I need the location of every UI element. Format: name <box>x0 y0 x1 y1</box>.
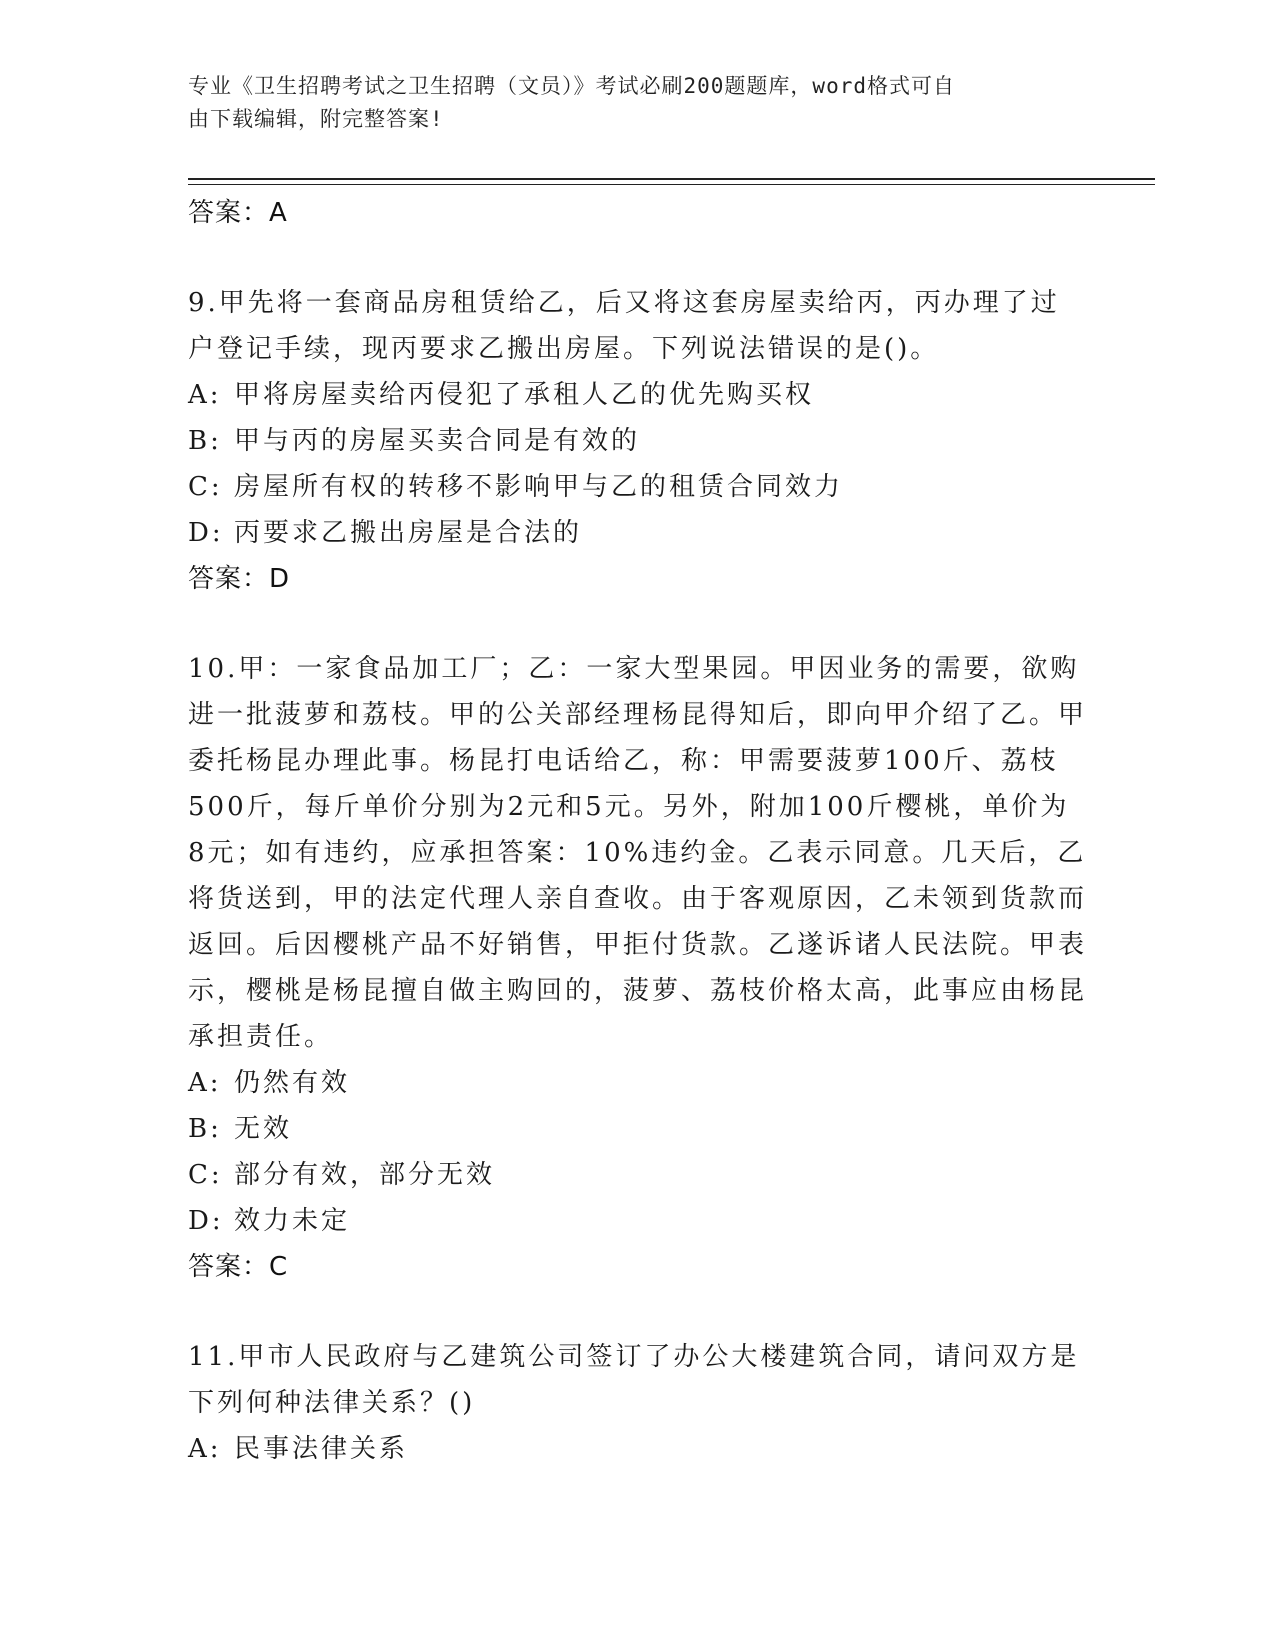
option-letter: B: <box>188 426 222 456</box>
option-text: 民事法律关系 <box>234 1434 409 1464</box>
option-letter: D: <box>188 1206 224 1236</box>
header-line-1: 专业《卫生招聘考试之卫生招聘（文员）》考试必刷200题题库，word格式可自 <box>188 74 955 98</box>
option-b <box>188 1106 1088 1152</box>
option-text: 甲将房屋卖给丙侵犯了承租人乙的优先购买权 <box>234 380 815 410</box>
document-body <box>188 190 1088 1472</box>
option-text: 房屋所有权的转移不影响甲与乙的租赁合同效力 <box>234 472 844 502</box>
question-stem: 9.甲先将一套商品房租赁给乙，后又将这套房屋卖给丙，丙办理了过户登记手续，现丙要求乙搬出房屋。下列说法错误的是()。 <box>188 288 1060 364</box>
question-9 <box>188 280 1088 602</box>
header-divider-thin <box>188 184 1155 185</box>
option-letter: A: <box>188 380 222 410</box>
document-header <box>188 70 1088 136</box>
option-letter: A: <box>188 1434 222 1464</box>
option-letter: B: <box>188 1114 222 1144</box>
option-d <box>188 510 1088 556</box>
option-text: 丙要求乙搬出房屋是合法的 <box>234 518 583 548</box>
option-c <box>188 1152 1088 1198</box>
option-a <box>188 372 1088 418</box>
question-stem: 11.甲市人民政府与乙建筑公司签订了办公大楼建筑合同，请问双方是下列何种法律关系？() <box>188 1342 1080 1418</box>
question-10 <box>188 646 1088 1290</box>
answer-line: 答案：A <box>188 198 288 228</box>
option-b <box>188 418 1088 464</box>
header-divider-thick <box>188 178 1155 180</box>
option-text: 效力未定 <box>234 1206 351 1236</box>
answer-line: 答案：D <box>188 564 291 594</box>
question-11 <box>188 1334 1088 1472</box>
option-text: 无效 <box>234 1114 293 1144</box>
option-text: 仍然有效 <box>234 1068 351 1098</box>
option-letter: C: <box>188 1160 223 1190</box>
option-c <box>188 464 1088 510</box>
option-letter: C: <box>188 472 223 502</box>
option-a <box>188 1426 1088 1472</box>
option-letter: A: <box>188 1068 222 1098</box>
option-text: 部分有效，部分无效 <box>234 1160 496 1190</box>
header-line-2: 由下载编辑，附完整答案! <box>188 107 444 131</box>
option-text: 甲与丙的房屋买卖合同是有效的 <box>234 426 641 456</box>
answer-line: 答案：C <box>188 1252 289 1282</box>
option-d <box>188 1198 1088 1244</box>
option-a <box>188 1060 1088 1106</box>
option-letter: D: <box>188 518 224 548</box>
question-stem: 10.甲：一家食品加工厂；乙：一家大型果园。甲因业务的需要，欲购进一批菠萝和荔枝。甲的公关部经理杨昆得知后，即向甲介绍了乙。甲委托杨昆办理此事。杨昆打电话给乙，称：甲需要菠萝100斤、荔枝500斤，每斤单价分别为2元和5元。另外，附加100斤樱桃，单价为8元；如有违约，应承担答案：10%违约金。乙表示同意。几天后，乙将货送到，甲的法定代理人亲自查收。由于客观原因，乙未领到货款而返回。后因樱桃产品不好销售，甲拒付货款。乙遂诉诸人民法院。甲表示，樱桃是杨昆擅自做主购回的，菠萝、荔枝价格太高，此事应由杨昆承担责任。 <box>188 654 1088 1052</box>
